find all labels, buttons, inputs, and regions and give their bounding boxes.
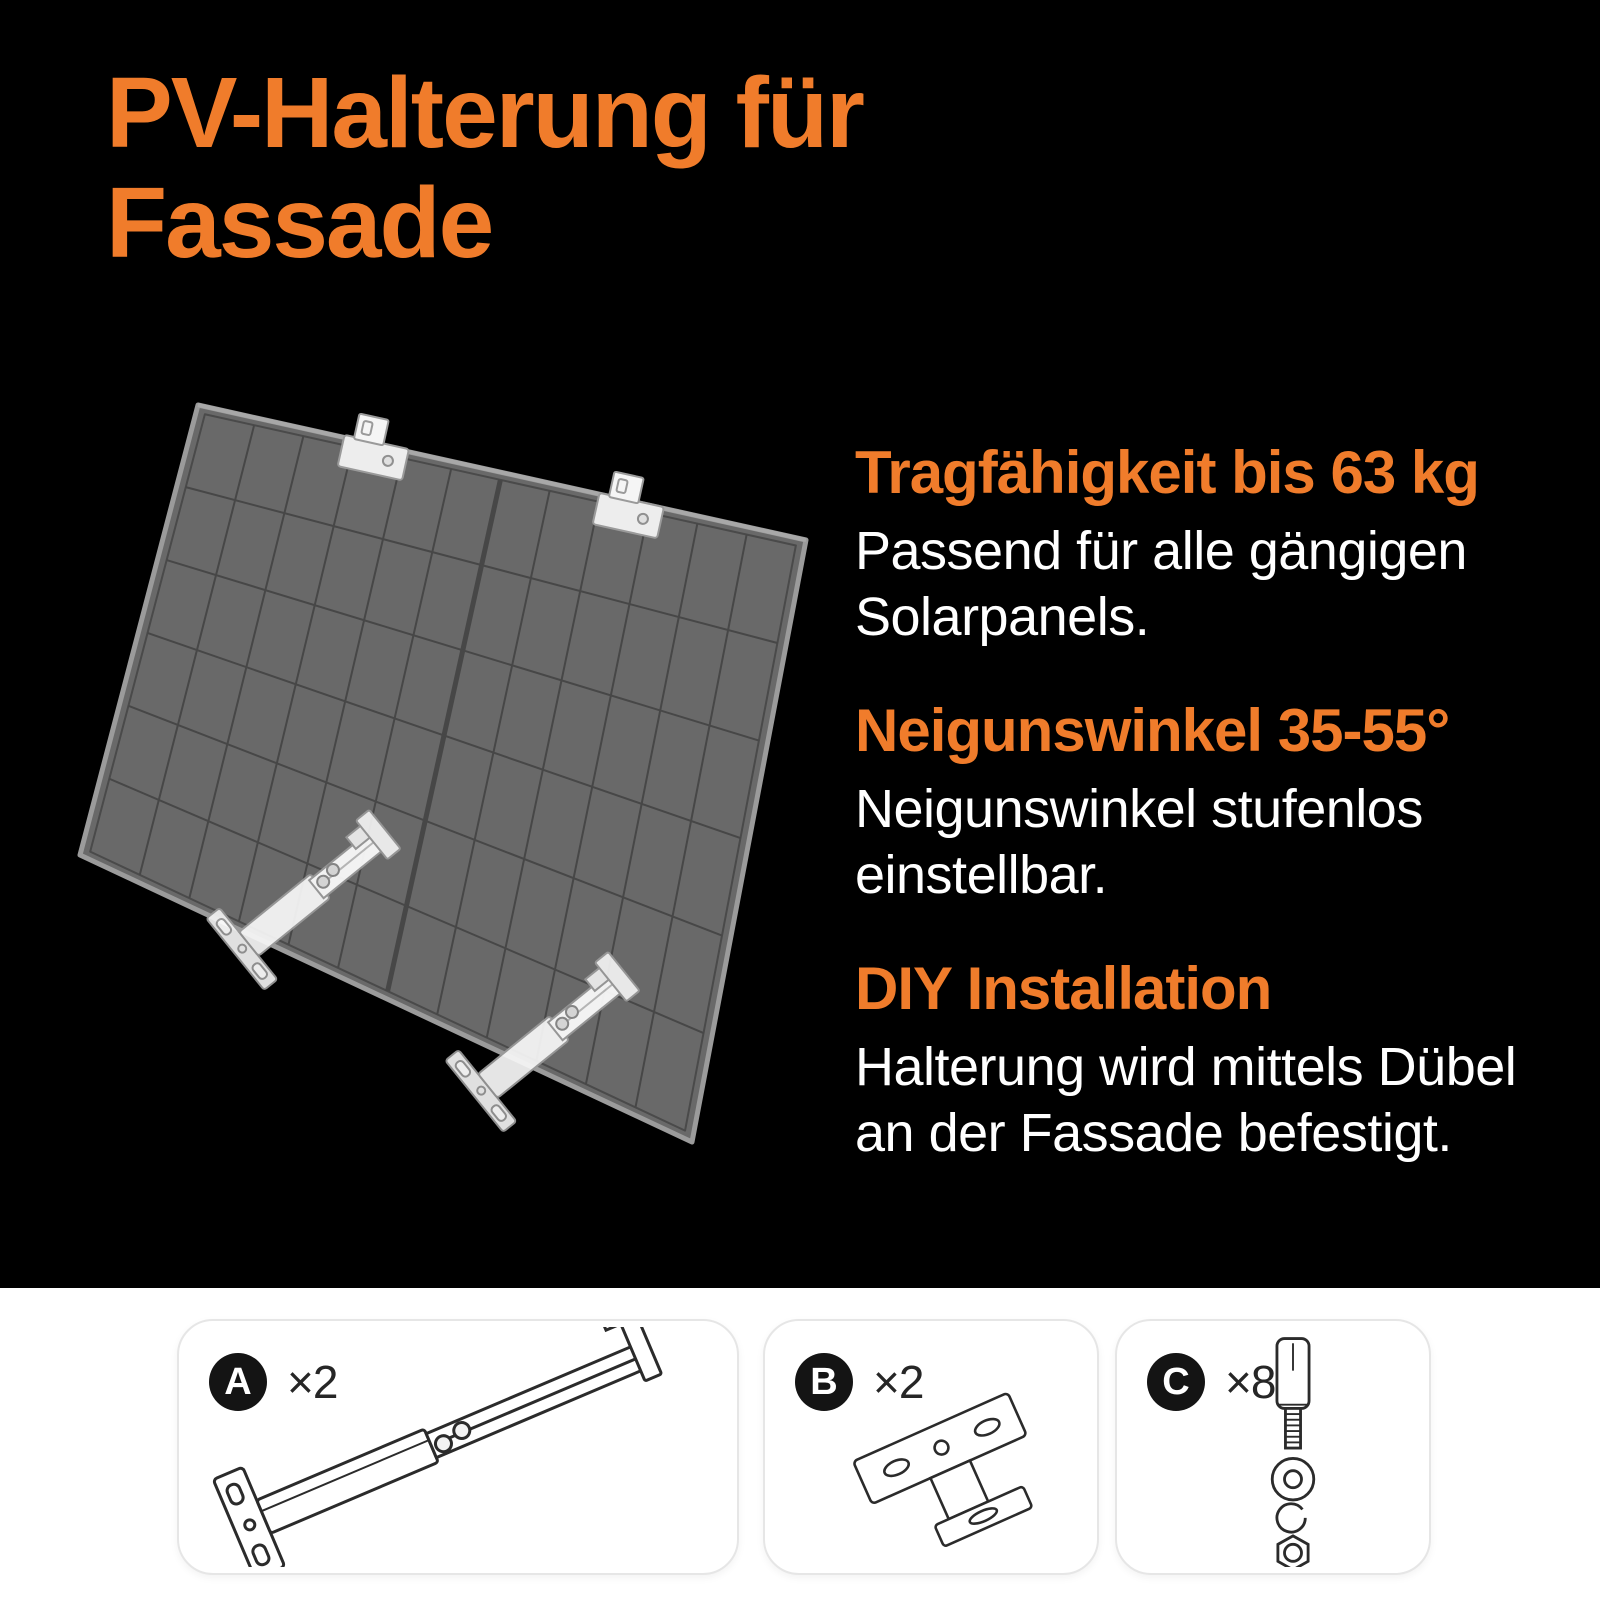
feature-body: Neigunswinkel stufenlos einstellbar.: [855, 779, 1423, 905]
solar-panel-face: [80, 405, 806, 1142]
part-b-quantity: ×2: [873, 1356, 924, 1408]
feature-list: [855, 438, 1555, 1212]
part-c-label-row: [1147, 1353, 1275, 1411]
part-a-badge: A: [209, 1353, 267, 1411]
part-a-label-row: [209, 1353, 337, 1411]
part-card-c: [1115, 1319, 1431, 1575]
feature-body: Passend für alle gängigen Solarpanels.: [855, 521, 1467, 647]
feature-heading: Neigunswinkel 35-55°: [855, 697, 1450, 764]
part-a-quantity: ×2: [287, 1356, 338, 1408]
part-b-badge: B: [795, 1353, 853, 1411]
feature-heading: Tragfähigkeit bis 63 kg: [855, 439, 1479, 506]
feature-tilt-angle: [855, 696, 1555, 908]
part-card-a: [177, 1319, 739, 1575]
part-card-b: [763, 1319, 1099, 1575]
page-title-line1: PV-Halterung für: [106, 57, 863, 169]
feature-load-capacity: [855, 438, 1555, 650]
page-title-line2: Fassade: [106, 167, 493, 279]
parts-strip: [0, 1288, 1600, 1600]
part-b-label-row: [795, 1353, 923, 1411]
feature-heading: DIY Installation: [855, 955, 1272, 1022]
feature-body: Halterung wird mittels Dübel an der Fassade befestigt.: [855, 1037, 1517, 1163]
feature-diy-installation: [855, 954, 1555, 1166]
part-c-quantity: ×8: [1225, 1356, 1276, 1408]
part-c-badge: C: [1147, 1353, 1205, 1411]
